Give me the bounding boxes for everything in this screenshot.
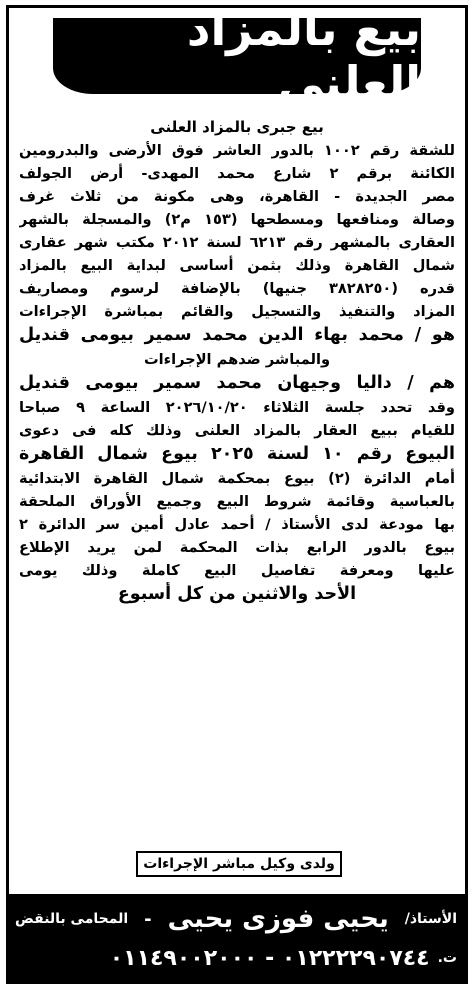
body-line: وصالة ومنافعها ومسطحها (١٥٣ م٢) والمسجلة بالشهر: [19, 211, 455, 228]
body-line: بيوع بالدور الرابع بذات المحكمة لمن يريد الإطلاع: [19, 539, 455, 556]
agent-box: ولدى وكيل مباشر الإجراءات: [136, 851, 342, 877]
body-line: عليها ومعرفة تفاصيل البيع كاملة وذلك يومى: [19, 562, 455, 579]
phone-row: [15, 940, 457, 976]
ad-headline: بيع بالمزاد العلنى: [53, 18, 421, 94]
attorney-title: المحامى بالنقض: [15, 911, 129, 927]
body-line: أمام الدائرة (٢) بيوع بمحكمة شمال القاهرة الابتدائية: [19, 470, 455, 487]
days-line: الأحد والاثنين من كل أسبوع: [117, 584, 357, 604]
body-line: للشقة رقم ١٠٠٢ بالدور العاشر فوق الأرضى والبدرومين: [19, 142, 455, 159]
case-line: البيوع رقم ١٠ لسنة ٢٠٢٥ بيوع شمال القاهرة: [19, 444, 455, 464]
phone-prefix: ت.: [437, 950, 457, 966]
newspaper-ad: [6, 5, 468, 984]
attorney-row: [15, 900, 457, 938]
body-line: قدره (٣٨٢٨٢٥٠ جنيها) بالإضافة لرسوم ومصاريف: [19, 280, 455, 297]
body-line: بها مودعة لدى الأستاذ / أحمد عادل أمين سر الدائرة ٢: [19, 516, 455, 533]
body-line: للقيام ببيع العقار بالمزاد العلنى وذلك كله فى دعوى: [19, 422, 455, 439]
against-line: والمباشر ضدهم الإجراءات: [143, 351, 331, 368]
body-line: مصر الجديدة - القاهرة، وهى مكونة من ثلاث غرف: [19, 188, 455, 205]
ad-body: [19, 116, 455, 607]
session-line: وقد تحدد جلسة الثلاثاء ٢٠٢٦/١٠/٢٠ الساعة ٩ صباحا: [19, 399, 455, 416]
attorney-dash: -: [144, 908, 152, 930]
phone-numbers: ٠١٢٢٢٢٩٠٧٤٤ - ٠١١٤٩٠٠٢٠٠٠: [109, 945, 430, 971]
body-line: العقارى بالمشهر رقم ٦٢١٣ لسنة ٢٠١٢ مكتب شهر عقارى: [19, 234, 455, 251]
attorney-name: يحيى فوزى يحيى: [167, 904, 389, 934]
body-line: المزاد والتنفيذ والتسجيل والقائم بمباشرة الإجراءات: [19, 303, 455, 320]
body-line: بالعباسية وقائمة شروط البيع وجميع الأوراق الملحقة: [19, 493, 455, 510]
ad-subtitle: بيع جبرى بالمزاد العلنى: [150, 118, 324, 136]
attorney-prefix: الأستاذ/: [404, 911, 457, 927]
attorney-footer: [9, 894, 465, 981]
petitioner-line: هو / محمد بهاء الدين محمد سمير بيومى قنديل: [19, 325, 455, 345]
body-line: الكائنة برقم ٢ شارع محمد المهدى- أرض الجولف: [19, 165, 455, 182]
defendants-line: هم / داليا وجيهان محمد سمير بيومى قنديل: [19, 373, 455, 393]
body-line: شمال القاهرة وذلك بثمن أساسى لبداية البيع بالمزاد: [19, 257, 455, 274]
